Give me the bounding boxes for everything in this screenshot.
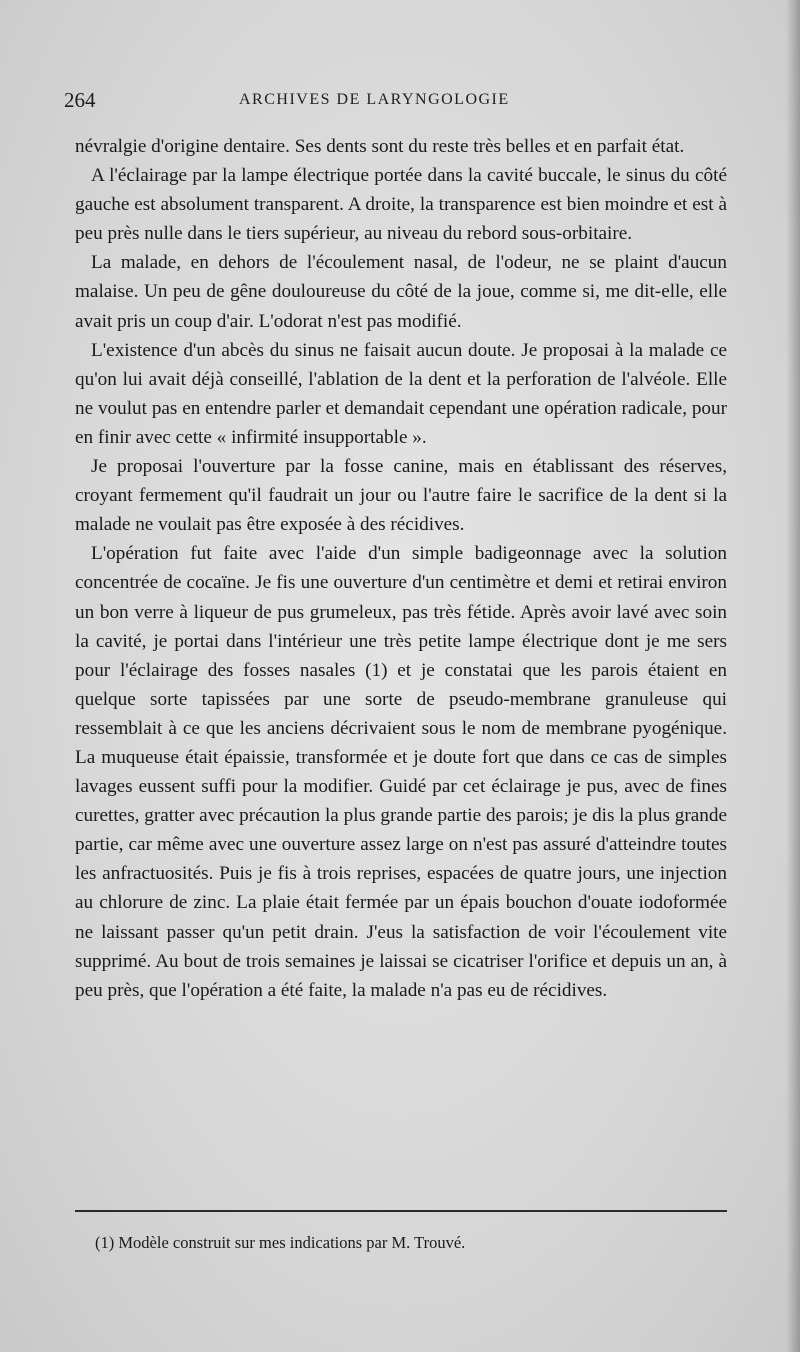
paragraph-6: L'opération fut faite avec l'aide d'un simple badigeonnage avec la solution concentrée de cocaïne. Je fis une ouverture d'un centimètre et demi et retirai environ un bon verre à liqueur de pus grumeleux, pas très fétide. Après avoir lavé avec soin la cavité, je portai dans l'intérieur une très petite lampe électrique dont je me sers pour l'éclairage des fosses nasales (1) et je constatai que les parois étaient en quelque sorte tapissées par une sorte de pseudo-membrane granuleuse qui ressemblait à ce que les anciens décrivaient sous le nom de membrane pyogénique. La muqueuse était épaissie, transformée et je doute fort que dans ce cas de simples lavages eussent suffi pour la modifier. Guidé par cet éclairage je pus, avec de fines curettes, gratter avec précaution la plus grande partie des parois; je dis la plus grande partie, car même avec une ouverture assez large on n'est pas assuré d'atteindre toutes les anfractuosités. Puis je fis à trois reprises, espacées de quatre jours, une injection au chlorure de zinc. La plaie était fermée par un épais bouchon d'ouate iodoformée ne laissant passer qu'un petit drain. J'eus la satisfaction de voir l'écoulement vite supprimé. Au bout de trois semaines je laissai se cicatriser l'orifice et depuis un an, à peu près, que l'opération a été faite, la malade n'a pas eu de récidives. <box>75 543 727 1001</box>
paragraph-1: névralgie d'origine dentaire. Ses dents sont du reste très belles et en parfait état. <box>75 136 685 157</box>
page-edge-shadow <box>786 0 800 1352</box>
paragraph-5: Je proposai l'ouverture par la fosse canine, mais en établissant des réserves, croyant fermement qu'il faudrait un jour ou l'autre faire le sacrifice de la dent si la malade ne voulait pas être exposée à des récidives. <box>75 456 727 536</box>
paragraph-2: A l'éclairage par la lampe électrique portée dans la cavité buccale, le sinus du côté gauche est absolument transparent. A droite, la transparence est bien moindre et est à peu près nulle dans le tiers supérieur, au niveau du rebord sous-orbitaire. <box>75 165 727 245</box>
footnote-divider <box>75 1210 727 1212</box>
running-title: ARCHIVES DE LARYNGOLOGIE <box>239 91 510 108</box>
paragraph-3: La malade, en dehors de l'écoulement nasal, de l'odeur, ne se plaint d'aucun malaise. Un peu de gêne douloureuse du côté de la joue, comme si, me dit-elle, elle avait pris un coup d'air. L'odorat n'est pas modifié. <box>75 252 727 332</box>
body-text <box>75 132 727 1005</box>
footnote: (1) Modèle construit sur mes indications par M. Trouvé. <box>95 1233 466 1252</box>
page-number: 264 <box>64 88 96 112</box>
page-header <box>64 88 664 116</box>
paragraph-4: L'existence d'un abcès du sinus ne faisait aucun doute. Je proposai à la malade ce qu'on lui avait déjà conseillé, l'ablation de la dent et la perforation de l'alvéole. Elle ne voulut pas en entendre parler et demandait cependant une opération radicale, pour en finir avec cette « infirmité insupportable ». <box>75 339 727 448</box>
